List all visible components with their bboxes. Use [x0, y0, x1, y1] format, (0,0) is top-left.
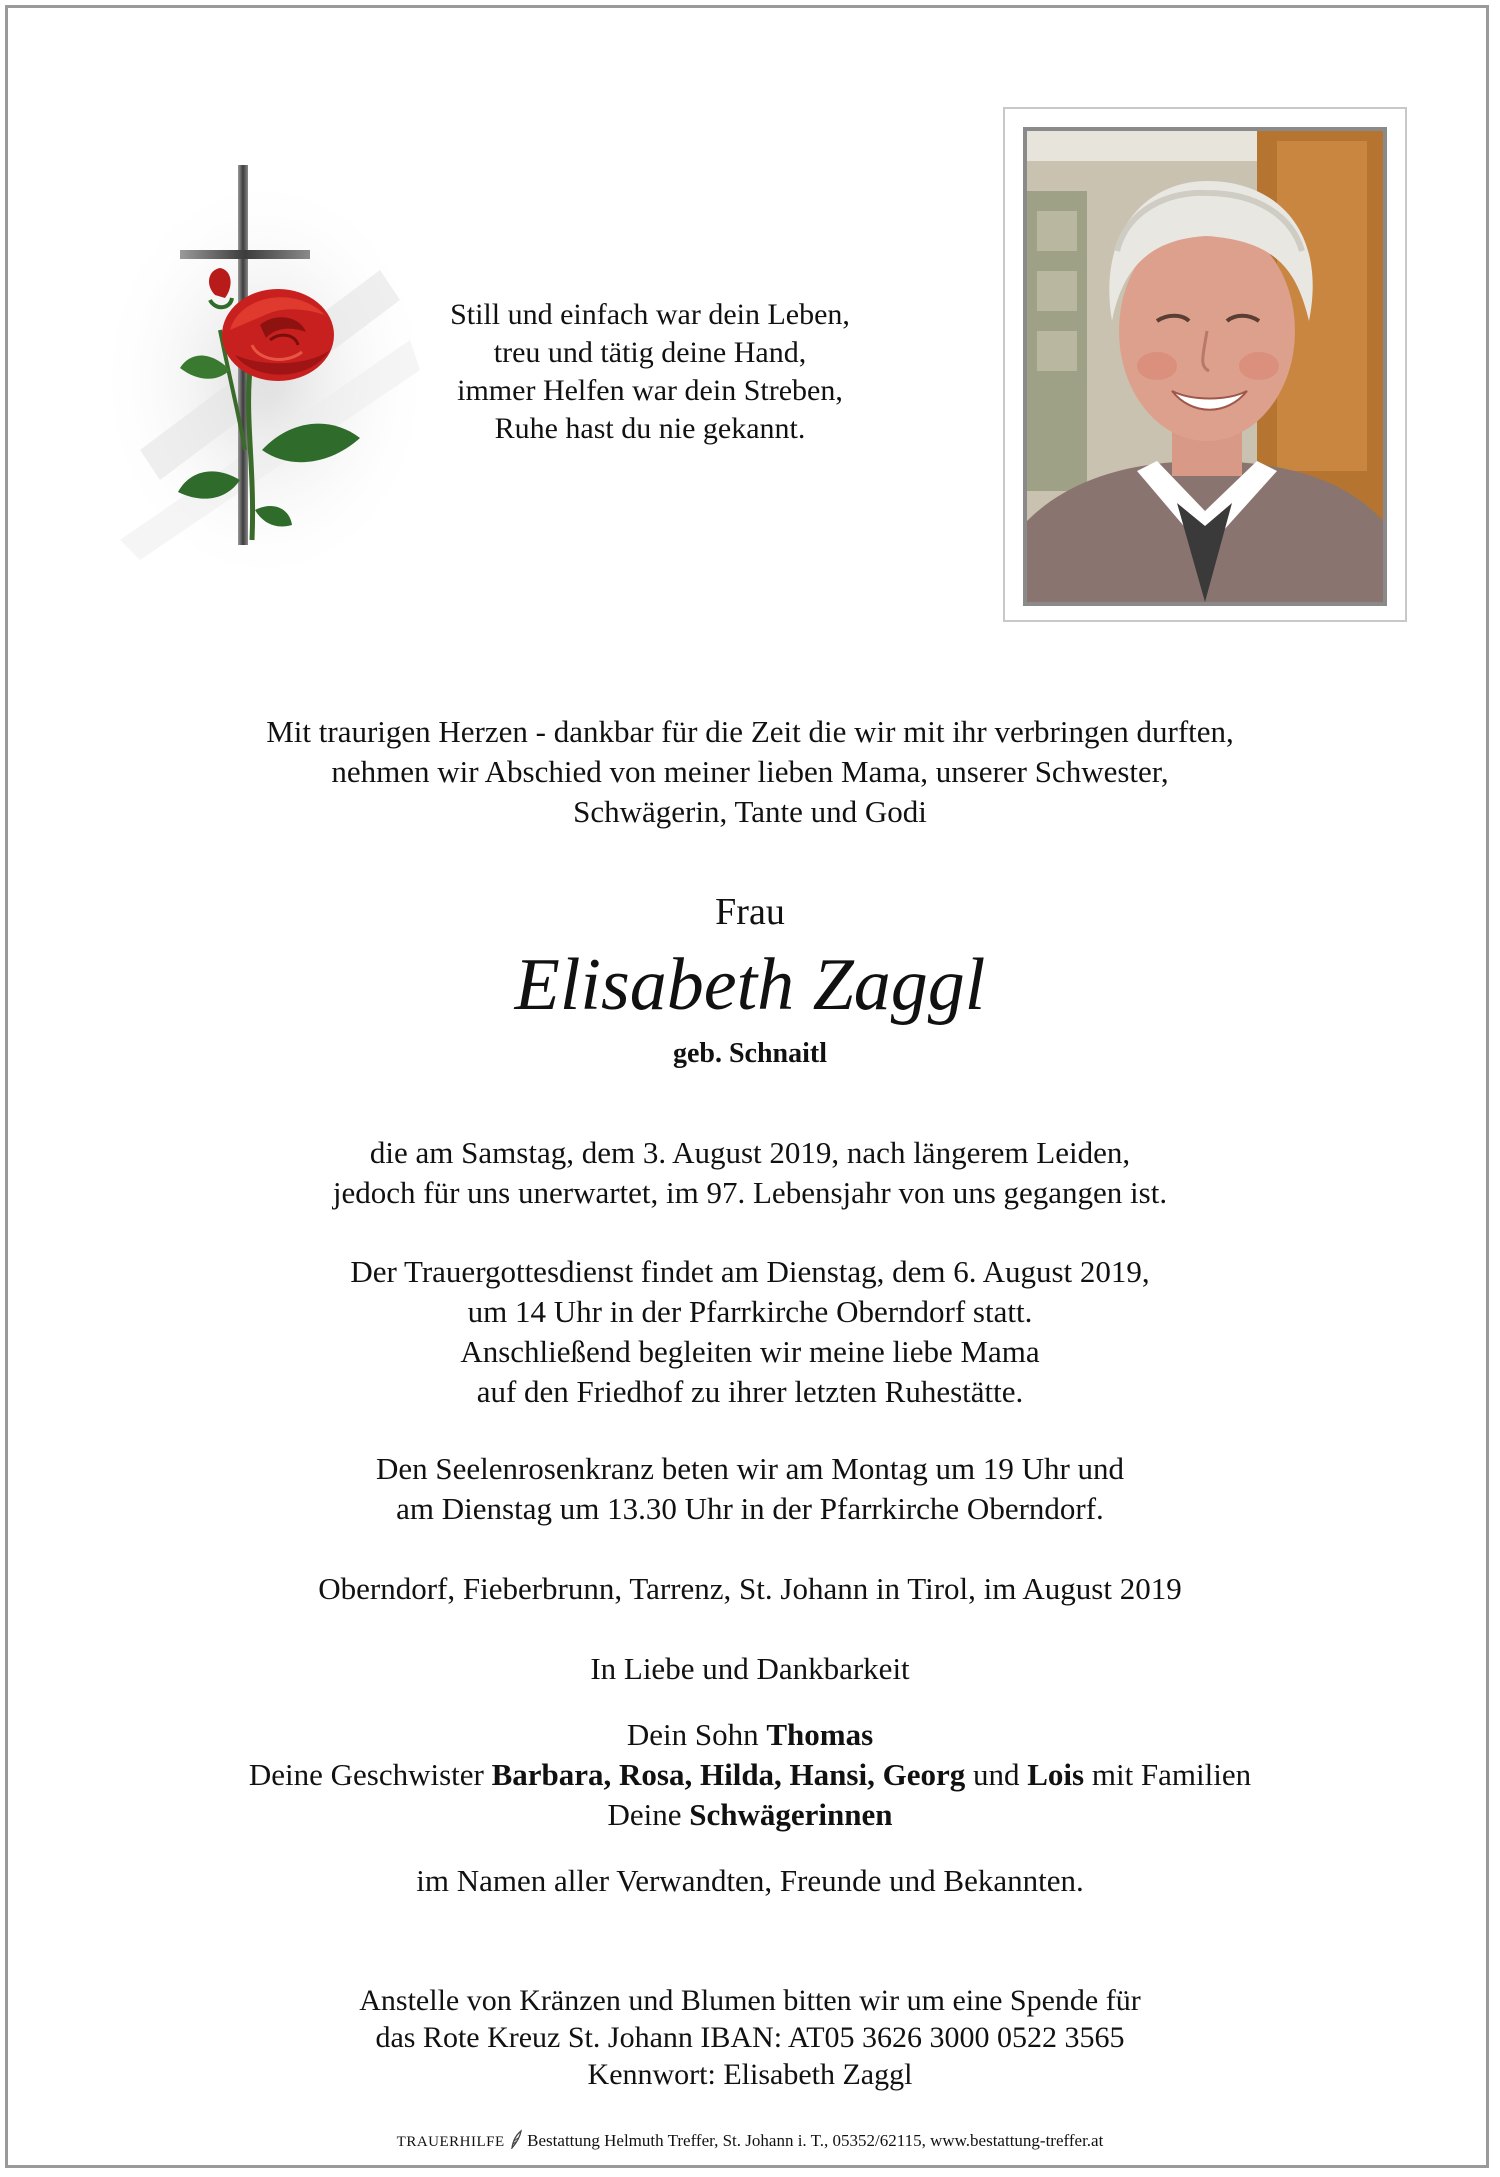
siblings-suffix: mit Familien	[1091, 1757, 1252, 1792]
closing-phrase: In Liebe und Dankbarkeit	[590, 1651, 910, 1686]
donation-line: Anstelle von Kränzen und Blumen bitten wir um eine Spende für	[359, 1984, 1141, 2017]
footer-text: Bestattung Helmuth Treffer, St. Johann i. T., 05352/62115, www.bestattung-treffer.at	[527, 2131, 1104, 2150]
maiden-name: geb. Schnaitl	[672, 1038, 828, 1069]
death-notice	[0, 1133, 1500, 1213]
motto-line: Still und einfach war dein Leben,	[450, 298, 850, 331]
rosary-line: Den Seelenrosenkranz beten wir am Montag um 19 Uhr und	[375, 1451, 1125, 1486]
relatives-line: im Namen aller Verwandten, Freunde und Bekannten.	[416, 1863, 1084, 1898]
siblings-names: Barbara, Rosa, Hilda, Hansi, Georg	[491, 1757, 966, 1792]
donation-line: das Rote Kreuz St. Johann IBAN: AT05 3626 3000 0522 3565	[375, 2021, 1125, 2054]
service-line: um 14 Uhr in der Pfarrkirche Oberndorf statt.	[467, 1294, 1033, 1329]
motto-line: Ruhe hast du nie gekannt.	[494, 412, 806, 445]
footer	[0, 2129, 1500, 2153]
family-list	[0, 1715, 1500, 1835]
portrait-frame	[1003, 107, 1407, 622]
intro-line: nehmen wir Abschied von meiner lieben Mama, unserer Schwester,	[331, 754, 1169, 789]
son-prefix: Dein Sohn	[626, 1717, 759, 1752]
motto-verse	[400, 296, 900, 448]
death-line: jedoch für uns unerwartet, im 97. Lebensjahr von uns gegangen ist.	[332, 1175, 1168, 1210]
death-line: die am Samstag, dem 3. August 2019, nach längerem Leiden,	[369, 1135, 1131, 1170]
son-name: Thomas	[766, 1717, 874, 1752]
inlaws-name: Schwägerinnen	[689, 1797, 893, 1832]
portrait-illustration	[1027, 131, 1383, 602]
salutation: Frau	[715, 891, 785, 933]
intro-line: Schwägerin, Tante und Godi	[573, 794, 927, 829]
intro-text	[0, 712, 1500, 832]
service-line: Der Trauergottesdienst findet am Dienstag, dem 6. August 2019,	[350, 1254, 1150, 1289]
funeral-service	[0, 1252, 1500, 1412]
donation-notice	[0, 1982, 1500, 2093]
family-son	[0, 1715, 1500, 1755]
rosary-notice	[0, 1449, 1500, 1529]
footer-brand: TRAUERHILFE	[396, 2134, 505, 2150]
family-siblings	[0, 1755, 1500, 1795]
motto-line: treu und tätig deine Hand,	[493, 336, 807, 369]
intro-line: Mit traurigen Herzen - dankbar für die Zeit die wir mit ihr verbringen durften,	[266, 714, 1234, 749]
place-date: Oberndorf, Fieberbrunn, Tarrenz, St. Johann in Tirol, im August 2019	[318, 1571, 1182, 1606]
service-line: auf den Friedhof zu ihrer letzten Ruhestätte.	[476, 1374, 1024, 1409]
deceased-name: Elisabeth Zaggl	[514, 944, 986, 1026]
siblings-and: und	[972, 1757, 1020, 1792]
portrait-photo	[1023, 127, 1387, 606]
inlaws-prefix: Deine	[607, 1797, 682, 1832]
siblings-last: Lois	[1027, 1757, 1085, 1792]
feather-icon	[509, 2129, 523, 2149]
service-line: Anschließend begleiten wir meine liebe Mama	[460, 1334, 1040, 1369]
rosary-line: am Dienstag um 13.30 Uhr in der Pfarrkirche Oberndorf.	[396, 1491, 1104, 1526]
motto-line: immer Helfen war dein Streben,	[457, 374, 843, 407]
family-inlaws	[0, 1795, 1500, 1835]
siblings-prefix: Deine Geschwister	[248, 1757, 484, 1792]
donation-line: Kennwort: Elisabeth Zaggl	[587, 2058, 913, 2091]
